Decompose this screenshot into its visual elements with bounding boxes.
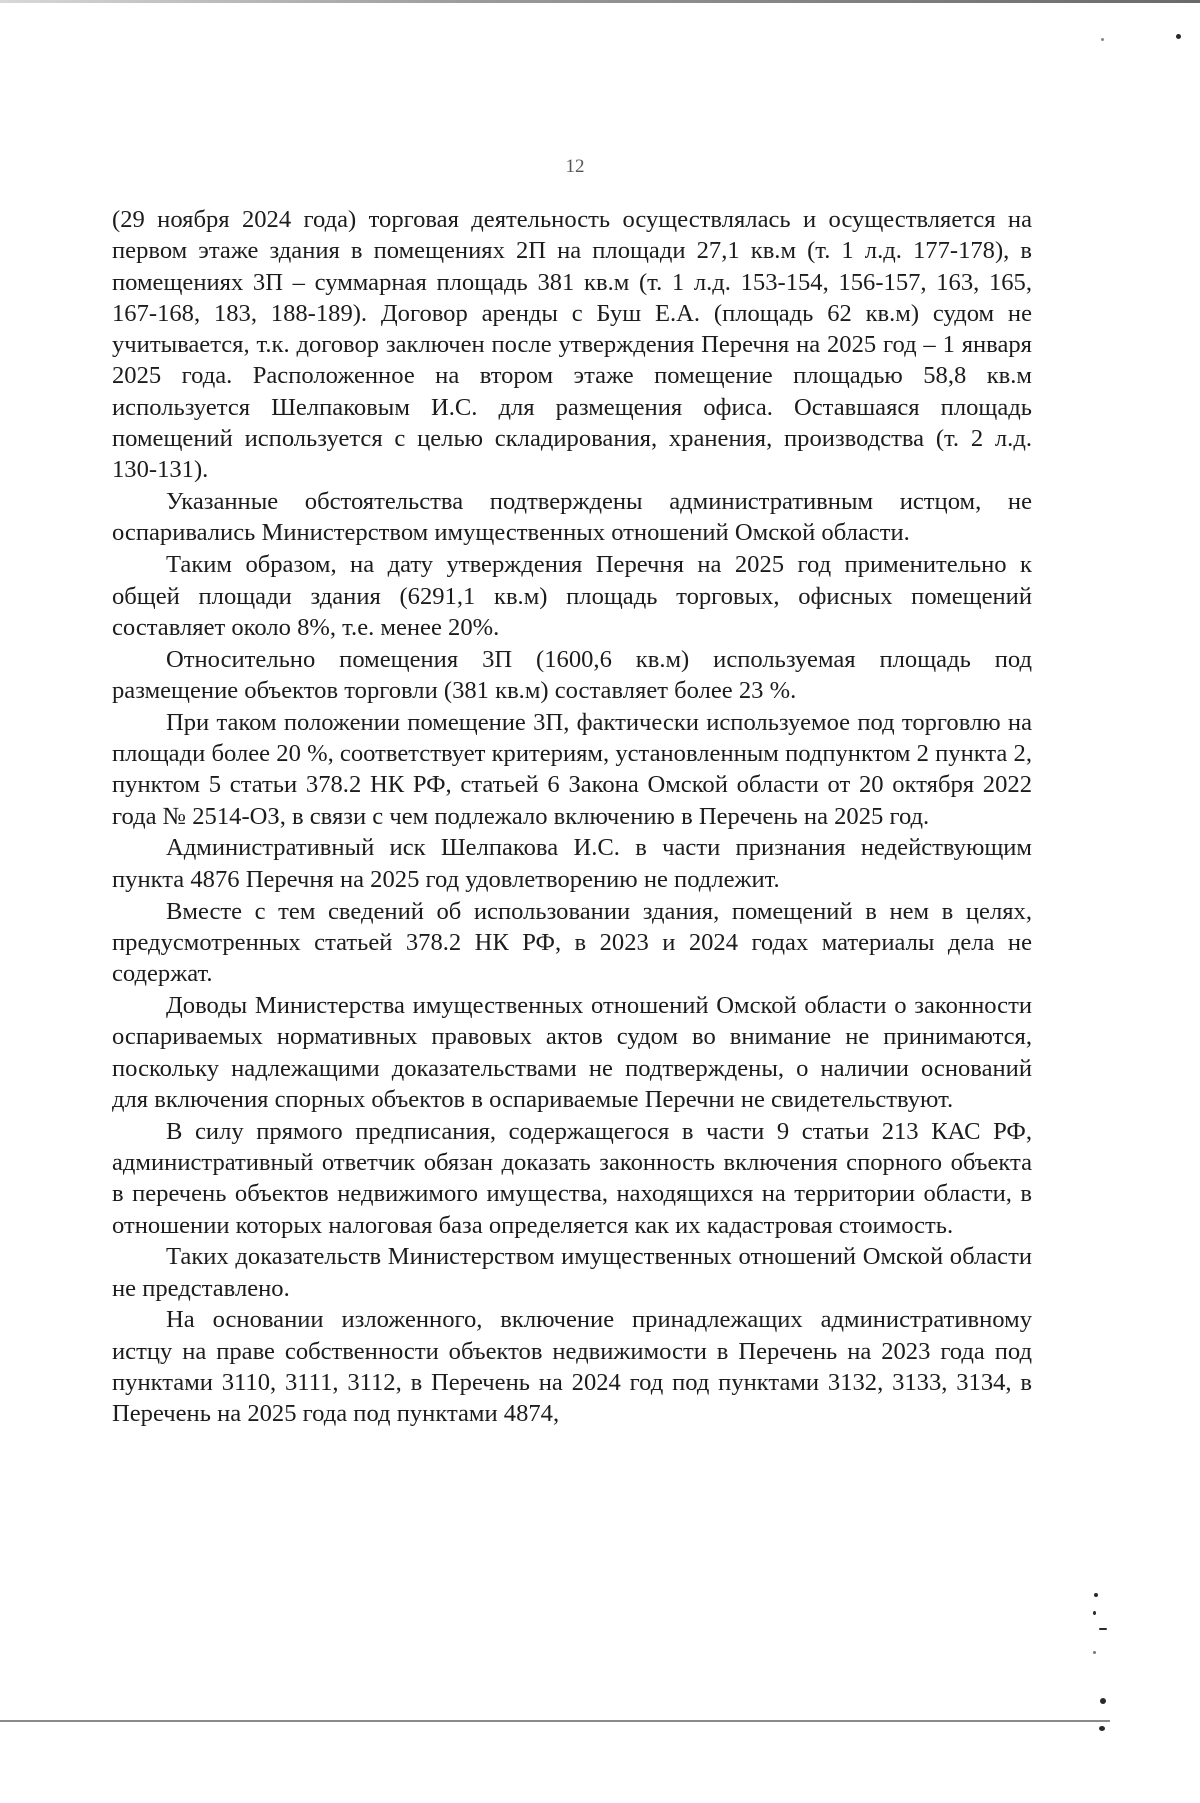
scan-bottom-edge xyxy=(0,1720,1110,1722)
scan-speck xyxy=(1099,1726,1105,1731)
paragraph: При таком положении помещение 3П, фактически используемое под торговлю на площади более 20 %, соответствует критериям, установленным подпунктом 2 пункта 2, пунктом 5 статьи 378.2 НК РФ, статьей 6 Закона Омской области от 20 октября 2022 года № 2514-ОЗ, в связи с чем подлежало включению в Перечень на 2025 год. xyxy=(112,708,1032,830)
scan-speck xyxy=(1100,1698,1106,1704)
scan-speck xyxy=(1093,1651,1096,1654)
paragraph: На основании изложенного, включение принадлежащих административному истцу на праве собственности объектов недвижимости в Перечень на 2023 года под пунктами 3110, 3111, 3112, в Перечень на 2024 год под пунктами 3132, 3133, 3134, в Перечень на 2025 года под пунктами 4874, xyxy=(112,1306,1032,1428)
paragraph: (29 ноября 2024 года) торговая деятельность осуществлялась и осуществляется на первом этаже здания в помещениях 2П на площади 27,1 кв.м (т. 1 л.д. 177-178), в помещениях 3П – суммарная площадь 381 кв.м (т. 1 л.д. 153-154, 156-157, 163, 165, 167-168, 183, 188-189). Договор аренды с Буш Е.А. (площадь 62 кв.м) судом не учитывается, т.к. договор заключен после утверждения Перечня на 2025 год – 1 января 2025 года. Расположенное на втором этаже помещение площадью 58,8 кв.м используется Шелпаковым И.С. для размещения офиса. Оставшаяся площадь помещений используется с целью складирования, хранения, производства (т. 2 л.д. 130-131). xyxy=(112,206,1032,484)
paragraph: Относительно помещения 3П (1600,6 кв.м) используемая площадь под размещение объектов торговли (381 кв.м) составляет более 23 %. xyxy=(112,645,1032,704)
scan-speck xyxy=(1094,1593,1098,1597)
scan-speck xyxy=(1099,1628,1107,1630)
page-number: 12 xyxy=(565,156,585,177)
paragraph: В силу прямого предписания, содержащегося в части 9 статьи 213 КАС РФ, административный ответчик обязан доказать законность включения спорного объекта в перечень объектов недвижимого имущества, находящихся на территории области, в отношении которых налоговая база определяется как их кадастровая стоимость. xyxy=(112,1117,1032,1239)
paragraph: Вместе с тем сведений об использовании здания, помещений в нем в целях, предусмотренных статьей 378.2 НК РФ, в 2023 и 2024 годах материалы дела не содержат. xyxy=(112,897,1032,988)
paragraph: Указанные обстоятельства подтверждены административным истцом, не оспаривались Министерством имущественных отношений Омской области. xyxy=(112,488,1032,547)
paragraph: Доводы Министерства имущественных отношений Омской области о законности оспариваемых нормативных правовых актов судом во внимание не принимаются, поскольку надлежащими доказательствами не подтверждены, о наличии оснований для включения спорных объектов в оспариваемые Перечни не свидетельствуют. xyxy=(112,991,1032,1113)
scan-speck xyxy=(1176,34,1181,39)
paragraph: Административный иск Шелпакова И.С. в части признания недействующим пункта 4876 Перечня на 2025 год удовлетворению не подлежит. xyxy=(112,834,1032,893)
paragraph: Таким образом, на дату утверждения Перечня на 2025 год применительно к общей площади здания (6291,1 кв.м) площадь торговых, офисных помещений составляет около 8%, т.е. менее 20%. xyxy=(112,551,1032,641)
scan-speck xyxy=(1101,38,1104,41)
scan-top-edge xyxy=(0,0,1200,3)
scan-speck xyxy=(1093,1611,1096,1615)
paragraph: Таких доказательств Министерством имущественных отношений Омской области не представлено. xyxy=(112,1243,1032,1302)
document-body xyxy=(112,204,1032,1430)
